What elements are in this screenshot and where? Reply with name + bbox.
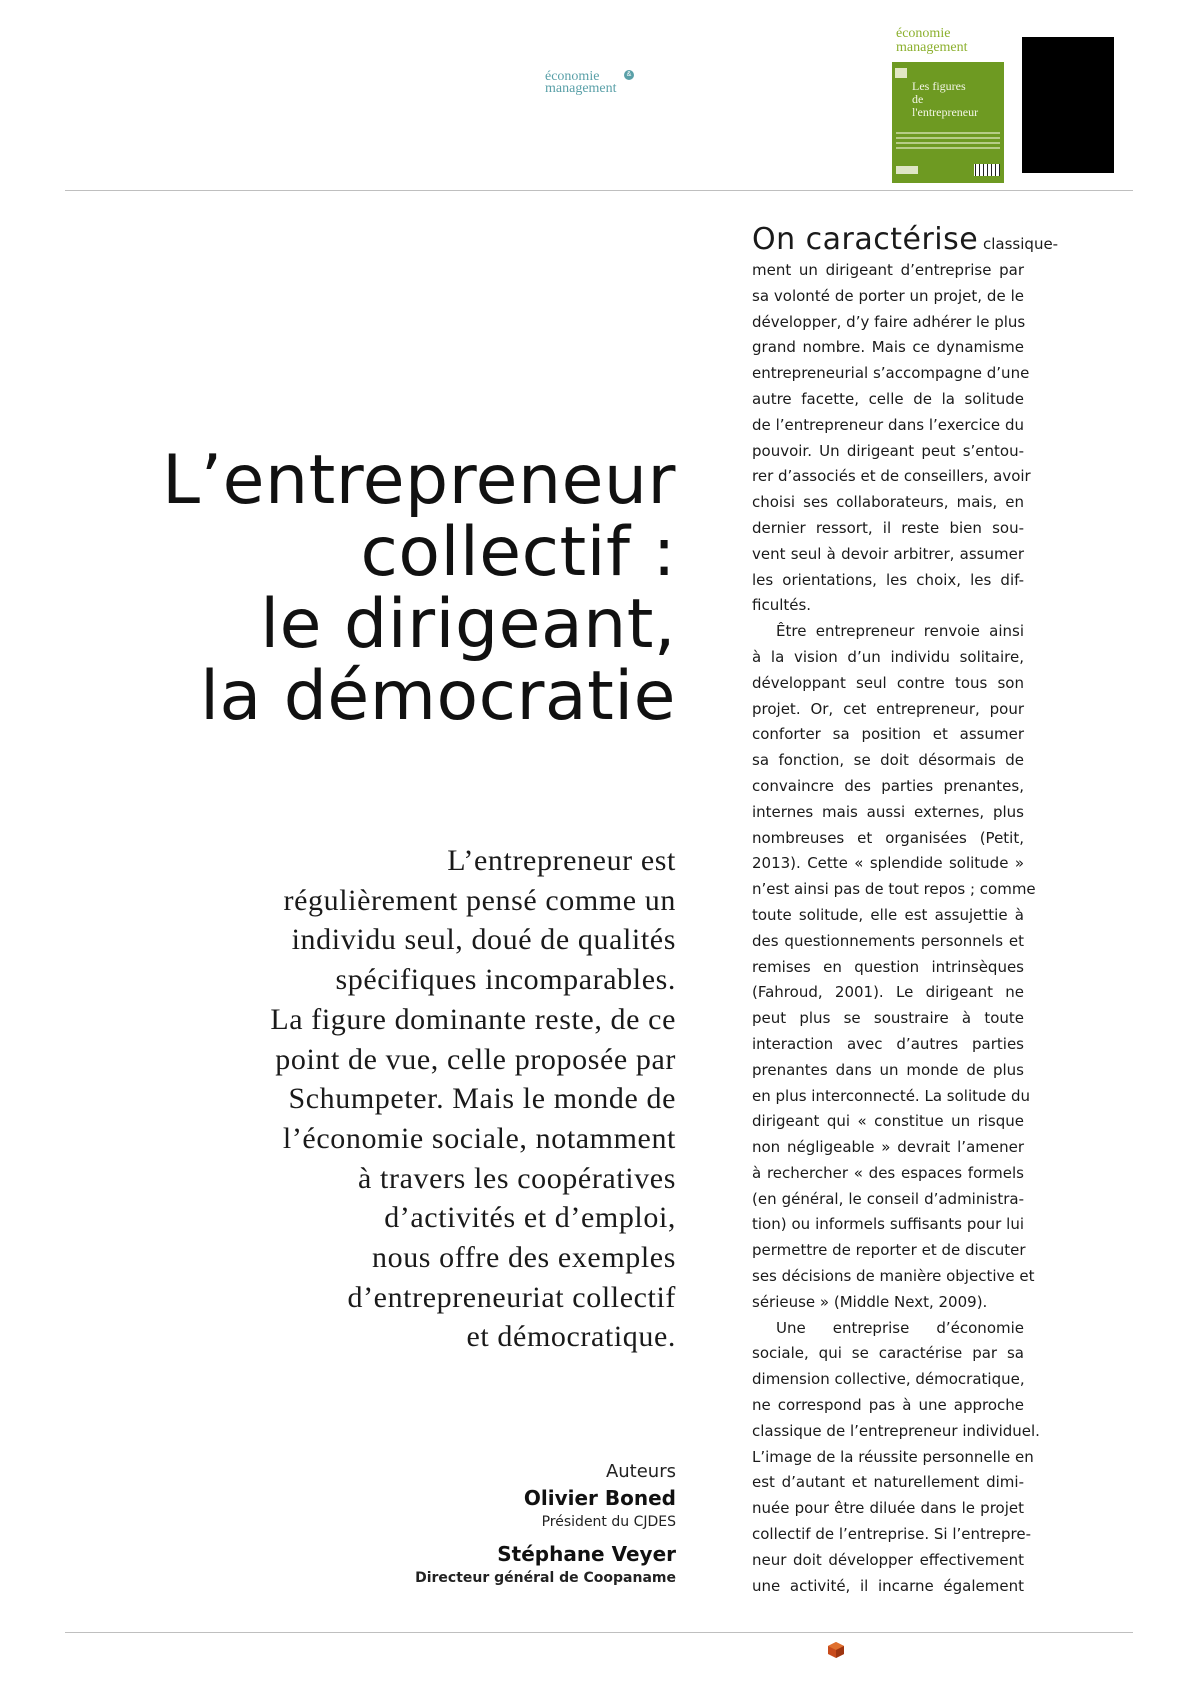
- body-line: peut plus se soustraire à toute: [752, 1009, 1024, 1028]
- body-line: ficultés.: [752, 596, 812, 615]
- cover-title-line: Les figures: [912, 79, 966, 93]
- body-line: ses décisions de manière objective et: [752, 1267, 1035, 1286]
- body-line: à la vision d’un individu solitaire,: [752, 647, 1024, 666]
- body-line: autre facette, celle de la solitude: [752, 389, 1024, 408]
- body-line: en plus interconnecté. La solitude du: [752, 1086, 1031, 1105]
- body-line: sociale, qui se caractérise par sa: [752, 1344, 1024, 1363]
- intro-line: régulièrement pensé comme un: [283, 883, 676, 917]
- body-line: toute solitude, elle est assujettie à: [752, 905, 1024, 924]
- body-line: conforter sa position et assumer: [752, 725, 1024, 744]
- cover-logo: [890, 25, 1006, 59]
- author-role: Président du CJDES: [541, 1514, 676, 1530]
- cover-logo-line-2: management: [896, 40, 968, 55]
- body-line: dimension collective, démocratique,: [752, 1370, 1025, 1389]
- body-line: nuée pour être diluée dans le projet: [752, 1499, 1024, 1518]
- cover-publisher-mark: [896, 166, 918, 174]
- body-line: Être entrepreneur renvoie ainsi: [776, 622, 1024, 641]
- body-line: sérieuse » (Middle Next, 2009).: [752, 1292, 988, 1311]
- intro-line: l’économie sociale, notamment: [282, 1121, 676, 1155]
- authors-label: Auteurs: [605, 1461, 676, 1482]
- body-paragraph: [752, 619, 1036, 1316]
- body-line: développer, d’y faire adhérer le plus: [752, 312, 1026, 331]
- body-line: sa fonction, se doit désormais de: [752, 751, 1024, 770]
- body-line: rer d’associés et de conseillers, avoir: [752, 467, 1031, 486]
- body-line: tion) ou informels suffisants pour lui: [752, 1215, 1024, 1234]
- body-line: entrepreneurial s’accompagne d’une: [752, 364, 1030, 383]
- body-line: choisi ses collaborateurs, mais, en: [752, 493, 1024, 512]
- body-line: sa volonté de porter un projet, de le: [752, 286, 1024, 305]
- cover-issue-tag: [895, 68, 907, 78]
- article-body: [752, 222, 1059, 1599]
- body-line: permettre de reporter et de discuter: [752, 1241, 1026, 1260]
- body-line: pouvoir. Un dirigeant peut s’entou-: [752, 441, 1024, 460]
- body-line: développant seul contre tous son: [752, 673, 1024, 692]
- body-line: remises en question intrinsèques: [752, 957, 1024, 976]
- body-line: L’image de la réussite personnelle en: [752, 1447, 1034, 1466]
- intro-line: L’entrepreneur est: [447, 844, 676, 877]
- body-line: n’est ainsi pas de tout repos ; comme: [752, 880, 1036, 899]
- intro-line: individu seul, doué de qualités: [291, 923, 676, 957]
- logo-badge: &: [624, 70, 634, 80]
- intro-line: Schumpeter. Mais le monde de: [288, 1082, 676, 1116]
- body-line: nombreuses et organisées (Petit,: [752, 828, 1024, 847]
- cover-logo-line-1: économie: [896, 26, 951, 41]
- intro-line: La figure dominante reste, de ce: [270, 1002, 676, 1036]
- intro-line: et démocratique.: [466, 1320, 676, 1354]
- title-line: collectif :: [360, 513, 676, 592]
- body-line: de l’entrepreneur dans l’exercice du: [752, 415, 1024, 434]
- body-line: projet. Or, cet entrepreneur, pour: [752, 699, 1024, 718]
- body-line: interaction avec d’autres parties: [752, 1034, 1024, 1053]
- journal-logo: [545, 70, 645, 96]
- body-line: est d’autant et naturellement dimi-: [752, 1473, 1024, 1492]
- logo-line-2: management: [545, 81, 617, 96]
- body-line: une activité, il incarne également: [752, 1576, 1024, 1595]
- body-line: non négligeable » devrait l’amener: [752, 1138, 1024, 1157]
- title-line: la démocratie: [200, 657, 676, 736]
- intro-line: d’activités et d’emploi,: [384, 1201, 676, 1235]
- intro-line: d’entrepreneuriat collectif: [347, 1280, 676, 1314]
- intro-line: à travers les coopératives: [358, 1161, 676, 1195]
- article-intro: [130, 841, 676, 1357]
- logo-line-1: économie: [545, 69, 600, 84]
- body-paragraph: [752, 1316, 1040, 1600]
- header-divider: [65, 190, 1133, 191]
- author-role: Directeur général de Coopaname: [415, 1570, 676, 1586]
- body-line: prenantes dans un monde de plus: [752, 1060, 1024, 1079]
- footer-divider: [65, 1632, 1133, 1633]
- body-line: collectif de l’entreprise. Si l’entrepre-: [752, 1525, 1031, 1544]
- body-paragraph: [752, 222, 1059, 619]
- body-line: les orientations, les choix, les dif-: [752, 570, 1024, 589]
- intro-line: spécifiques incomparables.: [335, 963, 676, 997]
- cover-panel: [892, 62, 1004, 183]
- article-title: [100, 441, 676, 736]
- intro-line: nous offre des exemples: [372, 1241, 676, 1275]
- body-line: classique-: [983, 235, 1059, 253]
- body-line: Une entreprise d’économie: [776, 1318, 1024, 1337]
- body-line: neur doit développer effectivement: [752, 1550, 1024, 1569]
- body-line: 2013). Cette « splendide solitude »: [752, 854, 1024, 873]
- redacted-block: [1022, 37, 1114, 173]
- body-line: ment un dirigeant d’entreprise par: [752, 261, 1024, 279]
- body-line: des questionnements personnels et: [752, 931, 1024, 950]
- body-line: classique de l’entrepreneur individuel.: [752, 1421, 1040, 1440]
- intro-line: point de vue, celle proposée par: [275, 1042, 676, 1076]
- body-line: à rechercher « des espaces formels: [752, 1163, 1024, 1182]
- dropcap-lead: On caractérise: [752, 222, 979, 257]
- author-name: Olivier Boned: [523, 1486, 676, 1510]
- author-name: Stéphane Veyer: [497, 1542, 676, 1566]
- body-line: convaincre des parties prenantes,: [752, 776, 1024, 795]
- cover-title: [912, 80, 1002, 120]
- body-line: ne correspond pas à une approche: [752, 1396, 1024, 1415]
- body-line: vent seul à devoir arbitrer, assumer: [752, 544, 1024, 563]
- body-line: dirigeant qui « constitue un risque: [752, 1112, 1024, 1131]
- cube-icon: [827, 1641, 845, 1659]
- journal-cover-thumbnail: [890, 25, 1006, 183]
- body-line: grand nombre. Mais ce dynamisme: [752, 338, 1024, 357]
- barcode-icon: [974, 164, 1000, 176]
- body-line: dernier ressort, il reste bien sou-: [752, 518, 1024, 537]
- cover-title-line: l'entrepreneur: [912, 105, 979, 120]
- body-line: internes mais aussi externes, plus: [752, 802, 1024, 821]
- title-line: L’entrepreneur: [162, 441, 676, 520]
- body-line: (en général, le conseil d’administra-: [752, 1189, 1024, 1208]
- cover-title-line: de: [912, 92, 924, 107]
- body-line: (Fahroud, 2001). Le dirigeant ne: [752, 983, 1024, 1002]
- title-line: le dirigeant,: [260, 585, 676, 664]
- cover-summary-lines: [896, 132, 1000, 152]
- authors-block: [380, 1460, 676, 1588]
